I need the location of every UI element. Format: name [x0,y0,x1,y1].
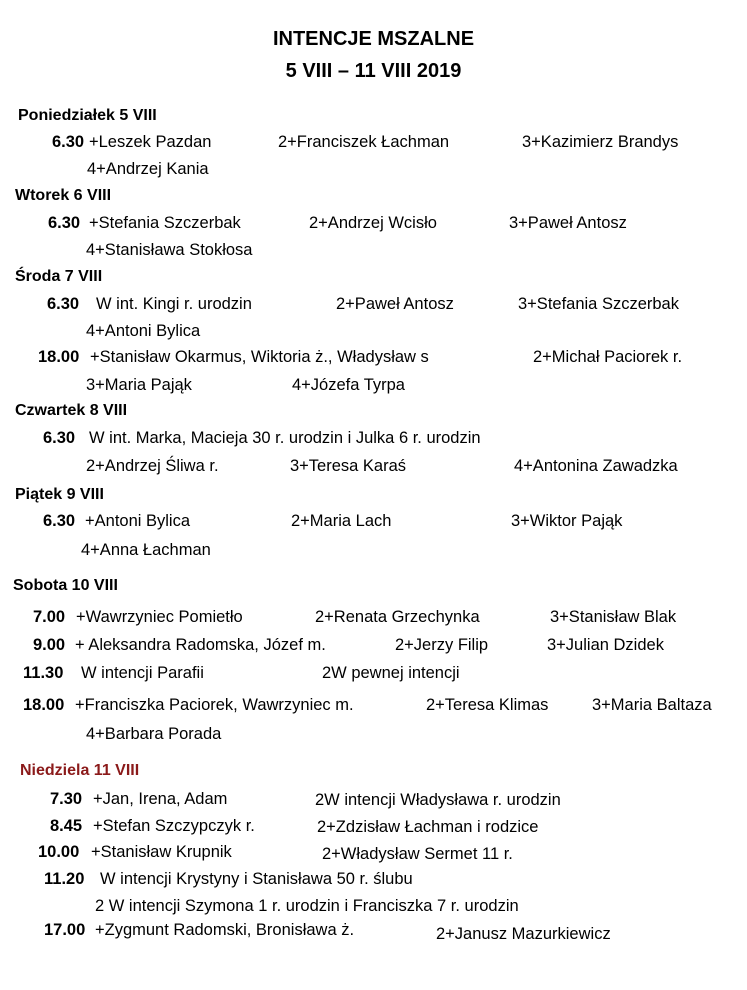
intention-2: 2+Władysław Sermet 11 r. [322,845,513,863]
intention-2: 2+Maria Lach [291,512,392,530]
mass-time: 6.30 [43,512,76,530]
intention-2: 2+Zdzisław Łachman i rodzice [317,818,539,836]
intention-2: 2+Paweł Antosz [336,295,454,313]
intention-1: +Zygmunt Radomski, Bronisława ż. [95,921,355,939]
mass-time: 11.20 [44,870,85,888]
intention-1: +Antoni Bylica [85,512,191,530]
intention-1: +Wawrzyniec Pomietło [76,608,243,626]
intention-1: +Stanisław Okarmus, Wiktoria ż., Władysław s [90,348,429,366]
intention-3: 3+Stefania Szczerbak [518,295,679,313]
intention-4: 4+Andrzej Kania [87,160,209,178]
day-heading-tuesday: Wtorek 6 VIII [15,187,112,204]
intention-4: 4+Stanisława Stokłosa [86,241,253,259]
day-heading-friday: Piątek 9 VIII [15,486,104,503]
intention-2: 2+Teresa Klimas [426,696,549,714]
intention-3: 3+Maria Baltaza [592,696,712,714]
intention-2: 2+Renata Grzechynka [315,608,480,626]
intention-3: 3+Julian Dzidek [547,636,664,654]
intention-2: 2+Andrzej Wcisło [309,214,437,232]
intention-3: 3+Teresa Karaś [290,457,407,475]
intention-2: 2+Andrzej Śliwa r. [86,457,219,475]
mass-time: 11.30 [23,664,64,682]
intention-1: W int. Marka, Macieja 30 r. urodzin i Julka 6 r. urodzin [89,429,481,447]
intention-2: 2W pewnej intencji [322,664,460,682]
mass-time: 10.00 [38,843,80,861]
intention-1: +Jan, Irena, Adam [93,790,228,808]
mass-time: 6.30 [43,429,76,447]
intention-2: 2+Michał Paciorek r. [533,348,683,366]
day-heading-wednesday: Środa 7 VIII [15,268,103,285]
intention-2: 2 W intencji Szymona 1 r. urodzin i Franciszka 7 r. urodzin [95,897,519,915]
intention-2: 2+Janusz Mazurkiewicz [436,925,611,943]
intention-2: 2W intencji Władysława r. urodzin [315,791,561,809]
intention-3: 3+Maria Pająk [86,376,192,394]
intention-4: 4+Józefa Tyrpa [292,376,405,394]
intention-1: +Franciszka Paciorek, Wawrzyniec m. [75,696,354,714]
day-heading-thursday: Czwartek 8 VIII [15,402,128,419]
intention-4: 4+Anna Łachman [81,541,211,559]
intention-3: 3+Kazimierz Brandys [522,133,679,151]
intention-3: 3+Wiktor Pająk [511,512,623,530]
intention-1: W intencji Krystyny i Stanisława 50 r. ślubu [100,870,413,888]
intention-4: 4+Barbara Porada [86,725,222,743]
mass-time: 17.00 [44,921,86,939]
intention-3: 3+Paweł Antosz [509,214,627,232]
page-title: INTENCJE MSZALNE [272,28,475,50]
mass-time: 8.45 [50,817,83,835]
day-heading-monday: Poniedziałek 5 VIII [18,107,157,124]
intention-2: 2+Jerzy Filip [395,636,489,654]
intention-1: +Leszek Pazdan [89,133,212,151]
mass-time: 18.00 [38,348,80,366]
intention-2: 2+Franciszek Łachman [278,133,450,151]
page-subtitle: 5 VIII – 11 VIII 2019 [285,60,462,82]
mass-time: 18.00 [23,696,65,714]
mass-time: 7.30 [50,790,83,808]
mass-time: 7.00 [33,608,66,626]
intention-3: 3+Stanisław Blak [550,608,677,626]
mass-time: 9.00 [33,636,66,654]
mass-time: 6.30 [52,133,85,151]
intention-1: W intencji Parafii [81,664,204,682]
intention-1: +Stefan Szczypczyk r. [93,817,255,835]
intention-1: +Stefania Szczerbak [89,214,241,232]
mass-time: 6.30 [48,214,81,232]
mass-time: 6.30 [47,295,80,313]
intention-1: W int. Kingi r. urodzin [96,295,252,313]
intention-4: 4+Antonina Zawadzka [514,457,678,475]
intention-1: +Stanisław Krupnik [91,843,232,861]
intention-1: + Aleksandra Radomska, Józef m. [75,636,326,654]
intention-4: 4+Antoni Bylica [86,322,201,340]
day-heading-saturday: Sobota 10 VIII [13,577,118,594]
day-heading-sunday: Niedziela 11 VIII [20,762,140,779]
